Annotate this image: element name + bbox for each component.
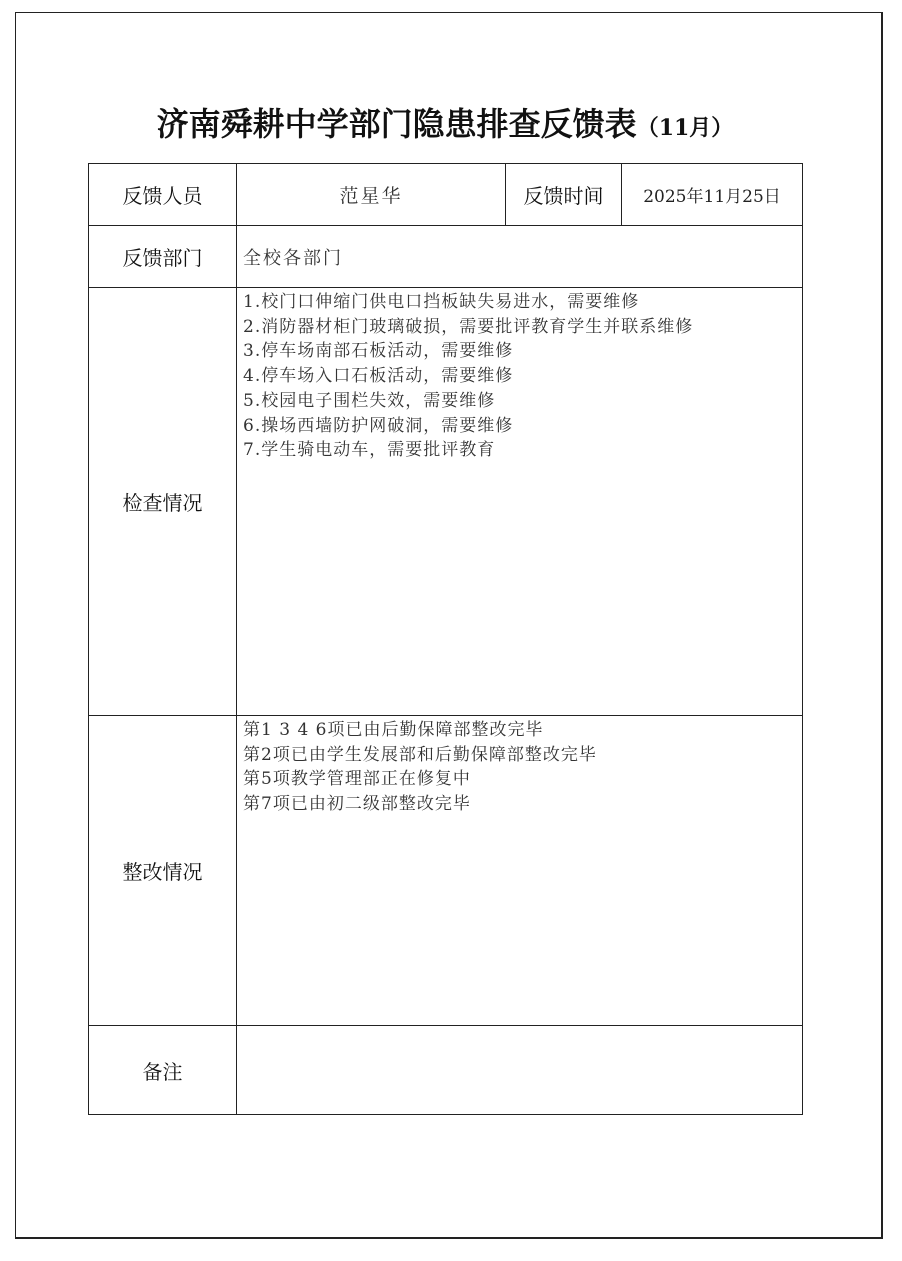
remarks-label: 备注: [89, 1026, 237, 1115]
department-row: [89, 226, 803, 288]
title-main: 济南舜耕中学部门隐患排查反馈表: [156, 105, 637, 143]
inspection-item: 6.操场西墙防护网破洞，需要维修: [243, 415, 514, 436]
remarks-value: [237, 1026, 803, 1115]
rectification-item: 第2项已由学生发展部和后勤保障部整改完毕: [243, 744, 597, 765]
reporter-row: [89, 164, 803, 226]
page-title: [88, 100, 802, 152]
rectification-item: 第7项已由初二级部整改完毕: [243, 794, 471, 815]
inspection-item: 3.停车场南部石板活动，需要维修: [243, 341, 514, 362]
rectification-item: 第5项教学管理部正在修复中: [243, 769, 471, 790]
department-value: 全校各部门: [237, 226, 803, 288]
inspection-item: 4.停车场入口石板活动，需要维修: [243, 366, 514, 387]
inspection-item: 5.校园电子围栏失效，需要维修: [243, 390, 496, 411]
feedback-form-table: [88, 163, 803, 1115]
time-value: 2025年11月25日: [622, 164, 803, 226]
inspection-row: [89, 288, 803, 716]
rectification-row: [89, 716, 803, 1026]
department-label: 反馈部门: [89, 226, 237, 288]
reporter-value: 范星华: [237, 164, 506, 226]
inspection-item: 7.学生骑电动车，需要批评教育: [243, 440, 496, 461]
time-label: 反馈时间: [506, 164, 622, 226]
remarks-row: [89, 1026, 803, 1115]
inspection-item: 1.校门口伸缩门供电口挡板缺失易进水，需要维修: [243, 292, 640, 312]
rectification-label: 整改情况: [89, 716, 237, 1026]
inspection-label: 检查情况: [89, 288, 237, 716]
inspection-item: 2.消防器材柜门玻璃破损，需要批评教育学生并联系维修: [243, 316, 694, 337]
rectification-item: 第1 3 4 6项已由后勤保障部整改完毕: [243, 720, 544, 740]
rectification-content: [237, 716, 803, 1026]
inspection-content: [237, 288, 803, 716]
reporter-label: 反馈人员: [89, 164, 237, 226]
title-suffix: （11月）: [636, 115, 734, 141]
